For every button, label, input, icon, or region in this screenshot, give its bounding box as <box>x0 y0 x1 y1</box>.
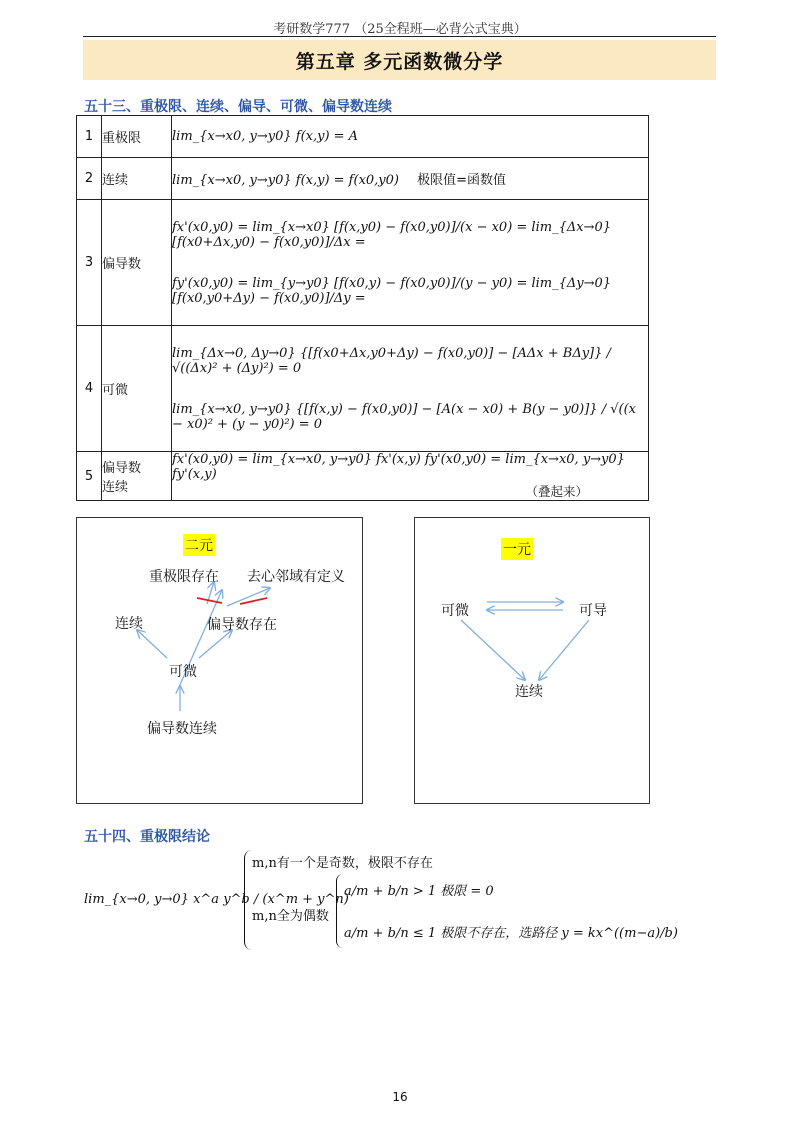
bivariate-badge: 二元 <box>183 534 215 556</box>
arrow-diff-to-continuous <box>137 630 167 658</box>
univariate-diagram <box>414 517 650 804</box>
concept-label <box>102 452 172 501</box>
bivariate-diagram <box>76 517 363 804</box>
row-number: 1 <box>77 116 102 158</box>
section-53-title: 五十三、重极限、连续、偏导、可微、偏导数连续 <box>84 99 392 115</box>
formula-text: fx'(x0,y0) = lim_{x→x0, y→y0} fx'(x,y) fy'(x0,y0) = lim_{x→x0, y→y0} fy'(x,y) <box>172 452 625 482</box>
concept-label-line1: 偏导数 <box>102 461 142 476</box>
univariate-badge: 一元 <box>501 538 533 560</box>
node-partial-exists: 偏导数存在 <box>207 617 277 633</box>
row-number: 4 <box>77 326 102 452</box>
differentiable-formula-x: lim_{x→x0, y→y0} {[f(x,y) − f(x0,y0)] − [A(x − x0) + B(y − y0)]} / √((x − x0)² + (y − y0)²) = 0 <box>172 401 636 432</box>
section-54-title: 五十四、重极限结论 <box>84 829 210 845</box>
formula-cell <box>172 116 649 158</box>
limit-conclusion <box>84 850 704 960</box>
node-continuous: 连续 <box>515 684 543 700</box>
case-odd: m,n有一个是奇数，极限不存在 <box>252 856 433 871</box>
page-number: 16 <box>392 1090 408 1104</box>
table-row <box>77 326 649 452</box>
arrow-deriv-to-continuous <box>539 620 589 680</box>
arrow-partial-to-defined <box>227 588 270 606</box>
row-number: 5 <box>77 452 102 501</box>
node-limit-exists: 重极限存在 <box>149 569 219 585</box>
subcase-limit-none: a/m + b/n ≤ 1 极限不存在，选路径 y = kx^((m−a)/b) <box>344 926 678 941</box>
table-row <box>77 158 649 200</box>
univariate-arrows <box>415 518 649 803</box>
differentiable-formula-delta: lim_{Δx→0, Δy→0} {[f(x0+Δx,y0+Δy) − f(x0,y0)] − [AΔx + BΔy]} / √((Δx)² + (Δy)²) = 0 <box>172 345 611 376</box>
arrow-diff-to-continuous <box>461 620 525 680</box>
row-number: 2 <box>77 158 102 200</box>
formula-text: lim_{x→x0, y→y0} f(x,y) = A <box>172 129 359 144</box>
node-derivable: 可导 <box>579 603 607 619</box>
page-header: 考研数学777 （25全程班—必背公式宝典） <box>273 22 527 37</box>
limit-expression: lim_{x→0, y→0} x^a y^b / (x^m + y^n) <box>84 892 349 907</box>
header-rule <box>83 36 716 37</box>
arrow-diff-to-partial <box>199 630 232 658</box>
row-number: 3 <box>77 200 102 326</box>
concept-label: 可微 <box>102 326 172 452</box>
subcase-limit-zero: a/m + b/n > 1 极限 = 0 <box>344 884 494 899</box>
formula-text: lim_{x→x0, y→y0} f(x,y) = f(x0,y0) <box>172 173 399 188</box>
concept-label: 偏导数 <box>102 200 172 326</box>
formula-cell <box>172 200 649 326</box>
formula-note: （叠起来） <box>525 484 588 499</box>
table-row <box>77 116 649 158</box>
partial-x-formula: fx'(x0,y0) = lim_{x→x0} [f(x,y0) − f(x0,y0)]/(x − x0) = lim_{Δx→0} [f(x0+Δx,y0) − f(x0,y0)]/Δx = <box>172 219 611 250</box>
formula-note: 极限值=函数值 <box>417 173 507 188</box>
partial-y-formula: fy'(x0,y0) = lim_{y→y0} [f(x0,y) − f(x0,y0)]/(y − y0) = lim_{Δy→0} [f(x0,y0+Δy) − f(x0,y0)]/Δy = <box>172 275 612 306</box>
formula-cell <box>172 158 649 200</box>
node-neighborhood-defined: 去心邻域有定义 <box>247 569 345 585</box>
concept-label-line2: 连续 <box>102 480 129 495</box>
table-row <box>77 452 649 501</box>
concept-table <box>76 115 649 501</box>
table-row <box>77 200 649 326</box>
concept-label: 连续 <box>102 158 172 200</box>
node-continuous: 连续 <box>115 616 143 632</box>
node-differentiable: 可微 <box>441 603 469 619</box>
formula-cell <box>172 452 649 501</box>
formula-cell <box>172 326 649 452</box>
chapter-title: 第五章 多元函数微分学 <box>83 40 716 80</box>
case-even-label: m,n全为偶数 <box>252 909 329 924</box>
bivariate-arrows <box>77 518 362 803</box>
concept-label: 重极限 <box>102 116 172 158</box>
node-partial-continuous: 偏导数连续 <box>147 721 217 737</box>
node-differentiable: 可微 <box>169 664 197 680</box>
